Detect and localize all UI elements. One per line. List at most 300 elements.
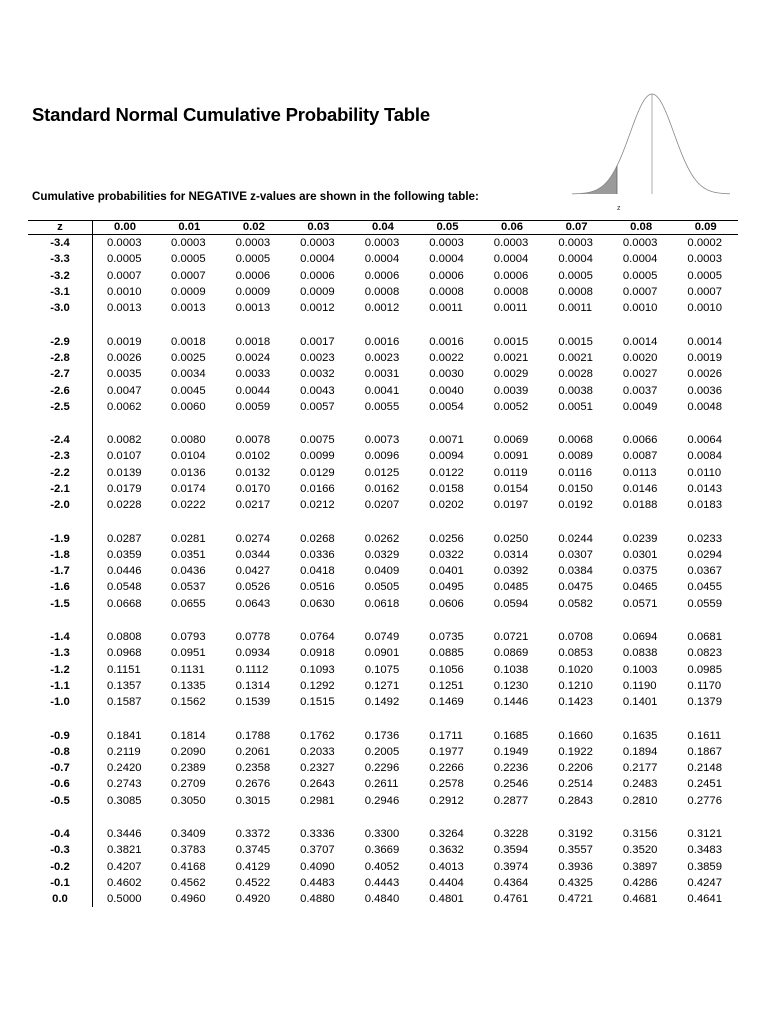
probability-cell: 0.0068 [558, 434, 593, 447]
probability-cell: 0.0475 [558, 581, 593, 594]
z-value-cell: -1.2 [28, 662, 93, 678]
probability-cell: 0.0013 [107, 302, 142, 315]
probability-cell: 0.4325 [558, 876, 593, 889]
probability-cell: 0.0129 [300, 466, 335, 479]
probability-cell: 0.3557 [558, 844, 593, 857]
probability-cell: 0.0069 [493, 434, 529, 447]
probability-cell: 0.0026 [687, 368, 722, 381]
z-value-cell: -0.6 [28, 776, 93, 792]
probability-cell: 0.0011 [558, 302, 593, 315]
probability-cell: 0.3669 [364, 844, 400, 857]
probability-cell: 0.0150 [558, 483, 593, 495]
probability-cell: 0.0005 [235, 253, 271, 266]
probability-cell: 0.0594 [493, 597, 529, 610]
probability-cell: 0.0005 [107, 253, 142, 266]
table-row [28, 530, 738, 546]
table-row [28, 645, 738, 661]
table-caption: Cumulative probabilities for NEGATIVE z-values are shown in the following table: [32, 190, 479, 203]
probability-cell: 0.2119 [107, 745, 141, 758]
table-row [28, 826, 738, 842]
z-value-cell: -1.0 [28, 694, 93, 710]
probability-cell: 0.0287 [107, 532, 142, 545]
probability-cell: 0.0016 [364, 335, 400, 348]
probability-cell: 0.0054 [429, 400, 464, 413]
probability-cell: 0.1949 [493, 745, 529, 758]
probability-cell: 0.0029 [493, 368, 529, 381]
probability-cell: 0.0104 [171, 450, 206, 463]
probability-cell: 0.0004 [493, 253, 529, 266]
z-value-cell: -2.3 [28, 448, 93, 464]
probability-cell: 0.0102 [235, 450, 271, 463]
probability-cell: 0.3156 [622, 828, 658, 841]
probability-cell: 0.0055 [364, 400, 400, 413]
probability-cell: 0.0033 [235, 368, 271, 381]
probability-cell: 0.1251 [429, 679, 464, 692]
probability-cell: 0.0268 [300, 532, 335, 545]
probability-cell: 0.0668 [107, 597, 142, 610]
probability-cell: 0.0367 [687, 565, 722, 578]
probability-cell: 0.0039 [493, 384, 529, 397]
probability-cell: 0.0005 [558, 269, 593, 282]
probability-cell: 0.3974 [493, 860, 529, 873]
probability-cell: 0.4960 [171, 893, 206, 906]
table-row [28, 448, 738, 464]
probability-cell: 0.0057 [300, 400, 335, 413]
probability-cell: 0.1611 [687, 729, 722, 742]
probability-cell: 0.0537 [171, 581, 206, 594]
probability-cell: 0.4840 [364, 893, 400, 906]
probability-cell: 0.0125 [364, 466, 400, 479]
table-row [28, 465, 738, 481]
z-value-cell: -1.6 [28, 579, 93, 595]
probability-cell: 0.0059 [235, 400, 271, 413]
probability-cell: 0.0329 [364, 548, 400, 561]
probability-cell: 0.4522 [235, 876, 271, 889]
probability-cell: 0.0239 [622, 532, 658, 545]
probability-cell: 0.2810 [622, 794, 658, 807]
table-row [28, 547, 738, 563]
probability-cell: 0.0116 [558, 466, 593, 479]
probability-cell: 0.0465 [622, 581, 658, 594]
z-value-cell: -2.5 [28, 399, 93, 415]
probability-cell: 0.0485 [493, 581, 529, 594]
probability-cell: 0.4013 [429, 860, 464, 873]
probability-cell: 0.0025 [171, 351, 206, 364]
probability-cell: 0.3632 [429, 844, 464, 857]
probability-cell: 0.4247 [687, 876, 722, 889]
probability-cell: 0.0197 [493, 499, 529, 512]
probability-cell: 0.0008 [364, 286, 400, 299]
probability-cell: 0.0764 [300, 631, 335, 644]
probability-cell: 0.0838 [622, 647, 658, 660]
probability-cell: 0.1093 [300, 663, 335, 676]
probability-cell: 0.3050 [171, 794, 206, 807]
probability-cell: 0.2643 [300, 778, 335, 791]
probability-cell: 0.0005 [171, 253, 206, 266]
probability-cell: 0.2358 [235, 762, 271, 775]
probability-cell: 0.2483 [622, 778, 658, 791]
probability-cell: 0.0918 [300, 647, 335, 660]
probability-cell: 0.0244 [558, 532, 593, 545]
table-row [28, 776, 738, 792]
probability-cell: 0.0154 [493, 483, 529, 495]
normal-curve-illustration [570, 86, 730, 214]
table-row [28, 300, 738, 316]
z-value-cell: -1.9 [28, 530, 93, 546]
table-row [28, 399, 738, 415]
probability-cell: 0.0005 [622, 269, 658, 282]
probability-cell: 0.0048 [687, 400, 722, 413]
probability-cell: 0.0010 [622, 302, 658, 315]
probability-cell: 0.0183 [687, 499, 722, 512]
probability-cell: 0.0139 [107, 466, 142, 479]
probability-cell: 0.0044 [235, 384, 271, 397]
probability-cell: 0.0004 [622, 253, 658, 266]
header-col: 0.04 [351, 221, 416, 235]
table-row [28, 563, 738, 579]
probability-cell: 0.0066 [622, 434, 658, 447]
probability-cell: 0.0007 [687, 286, 722, 299]
probability-cell: 0.1112 [235, 663, 269, 676]
group-spacer [28, 612, 738, 629]
probability-cell: 0.0968 [107, 647, 142, 660]
probability-cell: 0.3409 [171, 828, 206, 841]
z-value-cell: -3.3 [28, 251, 93, 267]
group-spacer [28, 316, 738, 333]
probability-cell: 0.0051 [558, 400, 593, 413]
probability-cell: 0.0446 [107, 565, 142, 578]
probability-cell: 0.0010 [107, 286, 142, 299]
probability-cell: 0.4129 [235, 860, 271, 873]
z-value-cell: -0.8 [28, 744, 93, 760]
probability-cell: 0.0212 [300, 499, 335, 512]
probability-cell: 0.3336 [300, 828, 335, 841]
probability-cell: 0.0735 [429, 631, 464, 644]
probability-cell: 0.0274 [235, 532, 271, 545]
probability-cell: 0.1841 [107, 729, 142, 742]
probability-cell: 0.0694 [622, 631, 658, 644]
probability-cell: 0.0136 [171, 466, 206, 479]
table-row [28, 235, 738, 252]
z-value-cell: 0.0 [28, 891, 93, 907]
probability-cell: 0.0064 [687, 434, 722, 447]
z-value-cell: -1.1 [28, 678, 93, 694]
probability-cell: 0.2578 [429, 778, 464, 791]
probability-cell: 0.0808 [107, 631, 142, 644]
probability-cell: 0.4681 [622, 893, 658, 906]
probability-cell: 0.0087 [622, 450, 658, 463]
probability-cell: 0.4761 [493, 893, 529, 906]
z-value-cell: -2.1 [28, 481, 93, 497]
table-row [28, 284, 738, 300]
probability-cell: 0.0036 [687, 384, 722, 397]
probability-cell: 0.0418 [300, 565, 335, 578]
probability-cell: 0.0228 [107, 499, 142, 512]
probability-cell: 0.1335 [171, 679, 206, 692]
probability-cell: 0.0026 [107, 351, 142, 364]
z-value-cell: -0.5 [28, 793, 93, 809]
probability-cell: 0.1762 [300, 729, 335, 742]
probability-cell: 0.1788 [235, 729, 271, 742]
probability-cell: 0.0582 [558, 597, 593, 610]
probability-cell: 0.0003 [493, 237, 529, 250]
probability-cell: 0.0082 [107, 434, 142, 447]
probability-cell: 0.0951 [171, 647, 206, 660]
z-value-cell: -0.3 [28, 842, 93, 858]
probability-cell: 0.3594 [493, 844, 529, 857]
probability-cell: 0.0012 [300, 302, 335, 315]
probability-cell: 0.0073 [364, 434, 400, 447]
probability-cell: 0.0179 [107, 483, 142, 495]
probability-cell: 0.2776 [687, 794, 722, 807]
probability-cell: 0.1711 [429, 729, 463, 742]
probability-cell: 0.0322 [429, 548, 464, 561]
probability-cell: 0.0571 [622, 597, 658, 610]
probability-cell: 0.0307 [558, 548, 593, 561]
probability-cell: 0.0005 [687, 269, 722, 282]
probability-cell: 0.0013 [235, 302, 271, 315]
probability-cell: 0.3228 [493, 828, 529, 841]
probability-cell: 0.0455 [687, 581, 722, 594]
header-col: 0.02 [222, 221, 287, 235]
probability-cell: 0.0146 [622, 483, 658, 495]
probability-cell: 0.0023 [300, 351, 335, 364]
probability-cell: 0.3783 [171, 844, 206, 857]
probability-cell: 0.0778 [235, 631, 271, 644]
probability-cell: 0.0853 [558, 647, 593, 660]
probability-cell: 0.0823 [687, 647, 722, 660]
probability-cell: 0.1401 [622, 696, 658, 709]
probability-cell: 0.0548 [107, 581, 142, 594]
header-col: 0.09 [673, 221, 738, 235]
probability-cell: 0.3897 [622, 860, 658, 873]
probability-cell: 0.0985 [687, 663, 722, 676]
probability-cell: 0.3483 [687, 844, 722, 857]
probability-cell: 0.0516 [300, 581, 335, 594]
probability-cell: 0.3192 [558, 828, 593, 841]
probability-cell: 0.0014 [622, 335, 658, 348]
table-row [28, 333, 738, 349]
probability-cell: 0.0436 [171, 565, 206, 578]
probability-cell: 0.0107 [107, 450, 142, 463]
probability-cell: 0.2843 [558, 794, 593, 807]
probability-cell: 0.0170 [235, 483, 271, 495]
probability-cell: 0.2451 [687, 778, 722, 791]
z-value-cell: -2.8 [28, 350, 93, 366]
probability-cell: 0.1292 [300, 679, 335, 692]
z-value-cell: -2.4 [28, 432, 93, 448]
probability-cell: 0.0018 [171, 335, 206, 348]
probability-cell: 0.0643 [235, 597, 271, 610]
probability-cell: 0.0793 [171, 631, 206, 644]
probability-cell: 0.0041 [364, 384, 400, 397]
probability-cell: 0.0003 [171, 237, 206, 250]
table-row [28, 366, 738, 382]
probability-cell: 0.0078 [235, 434, 271, 447]
z-value-cell: -3.1 [28, 284, 93, 300]
probability-cell: 0.0526 [235, 581, 271, 594]
probability-cell: 0.0885 [429, 647, 464, 660]
probability-cell: 0.1210 [558, 679, 593, 692]
table-row [28, 891, 738, 907]
header-col: 0.08 [609, 221, 674, 235]
probability-cell: 0.0113 [622, 466, 657, 479]
z-value-cell: -2.0 [28, 497, 93, 513]
z-value-cell: -3.4 [28, 235, 93, 252]
probability-cell: 0.0049 [622, 400, 658, 413]
table-row [28, 350, 738, 366]
table-row [28, 382, 738, 398]
probability-cell: 0.4286 [622, 876, 658, 889]
probability-cell: 0.2981 [300, 794, 335, 807]
probability-cell: 0.2033 [300, 745, 335, 758]
table-row [28, 579, 738, 595]
probability-cell: 0.0096 [364, 450, 400, 463]
probability-cell: 0.0003 [558, 237, 593, 250]
probability-cell: 0.0035 [107, 368, 142, 381]
probability-cell: 0.1660 [558, 729, 593, 742]
probability-cell: 0.3745 [235, 844, 271, 857]
probability-cell: 0.0336 [300, 548, 335, 561]
table-body [28, 235, 738, 908]
probability-cell: 0.3372 [235, 828, 271, 841]
z-value-cell: -1.7 [28, 563, 93, 579]
z-value-cell: -1.5 [28, 596, 93, 612]
probability-cell: 0.2090 [171, 745, 206, 758]
probability-cell: 0.2546 [493, 778, 529, 791]
probability-cell: 0.4801 [429, 893, 464, 906]
probability-cell: 0.0166 [300, 483, 335, 495]
probability-cell: 0.0427 [235, 565, 271, 578]
z-value-cell: -2.6 [28, 382, 93, 398]
probability-cell: 0.0401 [429, 565, 464, 578]
probability-cell: 0.3015 [235, 794, 271, 807]
probability-cell: 0.2420 [107, 762, 142, 775]
probability-cell: 0.3520 [622, 844, 658, 857]
z-value-cell: -1.3 [28, 645, 93, 661]
probability-cell: 0.2743 [107, 778, 142, 791]
probability-cell: 0.0351 [171, 548, 206, 561]
probability-cell: 0.0024 [235, 351, 271, 364]
probability-cell: 0.0008 [558, 286, 593, 299]
probability-cell: 0.0375 [622, 565, 658, 578]
probability-cell: 0.1230 [493, 679, 529, 692]
probability-cell: 0.0392 [493, 565, 529, 578]
probability-cell: 0.0222 [171, 499, 206, 512]
probability-cell: 0.0655 [171, 597, 206, 610]
probability-cell: 0.0004 [364, 253, 400, 266]
probability-cell: 0.0250 [493, 532, 529, 545]
probability-cell: 0.2236 [493, 762, 529, 775]
z-value-cell: -0.1 [28, 875, 93, 891]
probability-cell: 0.0281 [171, 532, 206, 545]
probability-cell: 0.0384 [558, 565, 593, 578]
probability-cell: 0.0207 [364, 499, 400, 512]
z-value-cell: -3.0 [28, 300, 93, 316]
probability-cell: 0.0202 [429, 499, 464, 512]
probability-cell: 0.0008 [493, 286, 529, 299]
probability-cell: 0.1020 [558, 663, 593, 676]
probability-cell: 0.0009 [171, 286, 206, 299]
header-col: 0.06 [480, 221, 545, 235]
probability-cell: 0.0019 [687, 351, 722, 364]
shaded-left-tail [572, 166, 617, 194]
probability-cell: 0.5000 [107, 893, 142, 906]
probability-cell: 0.2877 [493, 794, 529, 807]
probability-cell: 0.0119 [493, 466, 528, 479]
probability-cell: 0.0006 [300, 269, 335, 282]
probability-cell: 0.1635 [622, 729, 658, 742]
table-row [28, 629, 738, 645]
probability-cell: 0.4052 [364, 860, 400, 873]
probability-cell: 0.4721 [558, 893, 593, 906]
probability-cell: 0.0003 [429, 237, 464, 250]
probability-cell: 0.0217 [235, 499, 271, 512]
probability-cell: 0.0034 [171, 368, 206, 381]
probability-cell: 0.0301 [622, 548, 658, 561]
header-col: 0.07 [544, 221, 609, 235]
probability-cell: 0.0019 [107, 335, 142, 348]
probability-cell: 0.1814 [171, 729, 206, 742]
probability-cell: 0.0084 [687, 450, 722, 463]
probability-cell: 0.0162 [364, 483, 400, 495]
probability-cell: 0.1587 [107, 696, 142, 709]
probability-cell: 0.0020 [622, 351, 658, 364]
probability-cell: 0.0606 [429, 597, 464, 610]
probability-cell: 0.4090 [300, 860, 335, 873]
probability-cell: 0.1922 [558, 745, 593, 758]
z-value-cell: -3.2 [28, 268, 93, 284]
bell-curve [572, 94, 730, 194]
header-row [28, 221, 738, 235]
probability-cell: 0.4920 [235, 893, 271, 906]
probability-cell: 0.0006 [429, 269, 464, 282]
probability-cell: 0.0060 [171, 400, 206, 413]
header-col: 0.05 [415, 221, 480, 235]
probability-cell: 0.0080 [171, 434, 206, 447]
probability-cell: 0.0003 [235, 237, 271, 250]
table-row [28, 678, 738, 694]
probability-cell: 0.4168 [171, 860, 206, 873]
probability-cell: 0.3859 [687, 860, 722, 873]
probability-cell: 0.0003 [687, 253, 722, 266]
probability-cell: 0.0188 [622, 499, 658, 512]
probability-cell: 0.0681 [687, 631, 722, 644]
probability-cell: 0.2206 [558, 762, 593, 775]
probability-cell: 0.0089 [558, 450, 593, 463]
probability-cell: 0.1075 [364, 663, 400, 676]
probability-cell: 0.0012 [364, 302, 400, 315]
probability-cell: 0.0003 [622, 237, 658, 250]
probability-cell: 0.2005 [364, 745, 400, 758]
probability-cell: 0.0192 [558, 499, 593, 512]
probability-cell: 0.0037 [622, 384, 658, 397]
probability-cell: 0.0559 [687, 597, 722, 610]
probability-cell: 0.0047 [107, 384, 142, 397]
probability-cell: 0.0495 [429, 581, 464, 594]
probability-cell: 0.0174 [171, 483, 206, 495]
probability-cell: 0.4562 [171, 876, 206, 889]
probability-cell: 0.0359 [107, 548, 142, 561]
probability-cell: 0.1271 [364, 679, 400, 692]
probability-cell: 0.0003 [107, 237, 142, 250]
probability-cell: 0.0262 [364, 532, 400, 545]
probability-cell: 0.0099 [300, 450, 335, 463]
probability-cell: 0.0132 [235, 466, 271, 479]
probability-cell: 0.2296 [364, 762, 400, 775]
table-row [28, 859, 738, 875]
probability-cell: 0.0294 [687, 548, 722, 561]
